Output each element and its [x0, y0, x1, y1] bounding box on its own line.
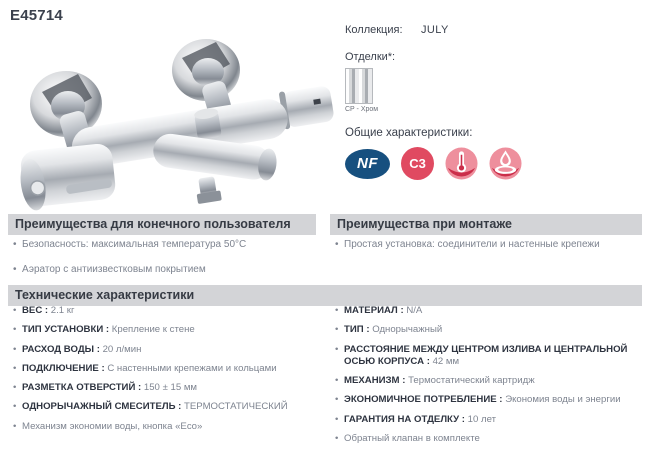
features-label: Общие характеристики:	[345, 127, 473, 139]
product-code: E45714	[10, 7, 63, 24]
spec-label: ОДНОРЫЧАЖНЫЙ СМЕСИТЕЛЬ :	[22, 401, 182, 413]
benefit-item: • Безопасность: максимальная температура 50°C	[12, 239, 312, 252]
spec-value: Термостатический картридж	[408, 375, 535, 387]
certification-badges	[345, 147, 643, 180]
spec-item	[12, 363, 314, 375]
spec-item	[334, 433, 644, 445]
installation-benefits-list	[334, 239, 642, 264]
spec-item	[334, 375, 644, 387]
spec-label: ПОДКЛЮЧЕНИЕ :	[22, 362, 105, 374]
section-user-benefits-header: Преимущества для конечного пользователя	[8, 214, 316, 235]
spec-value: Однорычажный	[372, 324, 443, 336]
spec-item	[12, 382, 314, 394]
nf-text: NF	[357, 155, 378, 172]
tech-specs-right-column	[334, 305, 644, 452]
spec-label: РАССТОЯНИЕ МЕЖДУ ЦЕНТРОМ ИЗЛИВА И ЦЕНТРАЛЬНОЙ ОСЬЮ КОРПУСА :	[344, 343, 628, 367]
user-benefits-list	[12, 239, 312, 288]
spec-item	[12, 324, 314, 336]
spec-label: РАСХОД ВОДЫ :	[22, 343, 100, 355]
spec-item	[334, 394, 644, 406]
tech-specs-left-column	[12, 305, 314, 440]
spec-item	[12, 421, 314, 433]
spec-value: Крепление к стене	[111, 324, 195, 336]
benefit-item: • Простая установка: соединители и настенные крепежи	[334, 239, 642, 252]
spec-value: Механизм экономии воды, кнопка «Eco»	[22, 420, 203, 432]
spec-value: 10 лет	[467, 413, 497, 425]
spec-value: 20 л/мин	[102, 343, 142, 355]
c3-class-icon	[401, 147, 434, 180]
spec-item	[12, 305, 314, 317]
spec-label: ТИП УСТАНОВКИ :	[22, 324, 110, 336]
spec-value: 150 ± 15 мм	[143, 382, 198, 394]
water-saving-icon	[489, 147, 522, 180]
product-image	[2, 20, 340, 212]
spec-value: N/A	[406, 305, 423, 316]
spec-item	[334, 324, 644, 336]
collection-row	[345, 24, 643, 38]
spec-value: С настенными крепежами и кольцами	[107, 362, 277, 374]
faucet-illustration	[2, 20, 340, 212]
finish-swatch-label: CP - Хром	[345, 106, 379, 113]
section-installation-benefits-header: Преимущества при монтаже	[330, 214, 642, 235]
nf-certification-icon	[345, 149, 390, 179]
spec-label: МЕХАНИЗМ :	[344, 375, 406, 387]
spec-label: РАЗМЕТКА ОТВЕРСТИЙ :	[22, 382, 142, 394]
spec-label: ЭКОНОМИЧНОЕ ПОТРЕБЛЕНИЕ :	[344, 394, 503, 406]
spec-value: 2.1 кг	[50, 305, 75, 316]
spec-label: ВЕС :	[22, 305, 49, 316]
spec-label: ГАРАНТИЯ НА ОТДЕЛКУ :	[344, 413, 465, 425]
spec-item	[334, 305, 644, 317]
section-technical-header: Технические характеристики	[8, 285, 642, 306]
max-temperature-icon	[445, 147, 478, 180]
product-info-panel	[345, 24, 643, 180]
spec-value: 42 мм	[432, 355, 460, 367]
spec-item	[12, 344, 314, 356]
spec-item	[12, 401, 314, 413]
spec-value: ТЕРМОСТАТИЧЕСКИЙ	[184, 401, 288, 413]
finish-swatch-chrome	[345, 68, 373, 104]
spec-item	[334, 414, 644, 426]
spec-item	[334, 344, 644, 369]
c3-text: C3	[409, 156, 426, 171]
spec-label: ТИП :	[344, 324, 370, 336]
spec-value: Экономия воды и энергии	[505, 394, 621, 406]
spec-label: МАТЕРИАЛ :	[344, 305, 404, 316]
spec-value: Обратный клапан в комплекте	[344, 432, 480, 444]
collection-label: Коллекция:	[345, 24, 403, 36]
collection-value: JULY	[421, 24, 449, 36]
finishes-label: Отделки*:	[345, 51, 396, 63]
benefit-item: • Аэратор с антиизвестковым покрытием	[12, 264, 312, 277]
